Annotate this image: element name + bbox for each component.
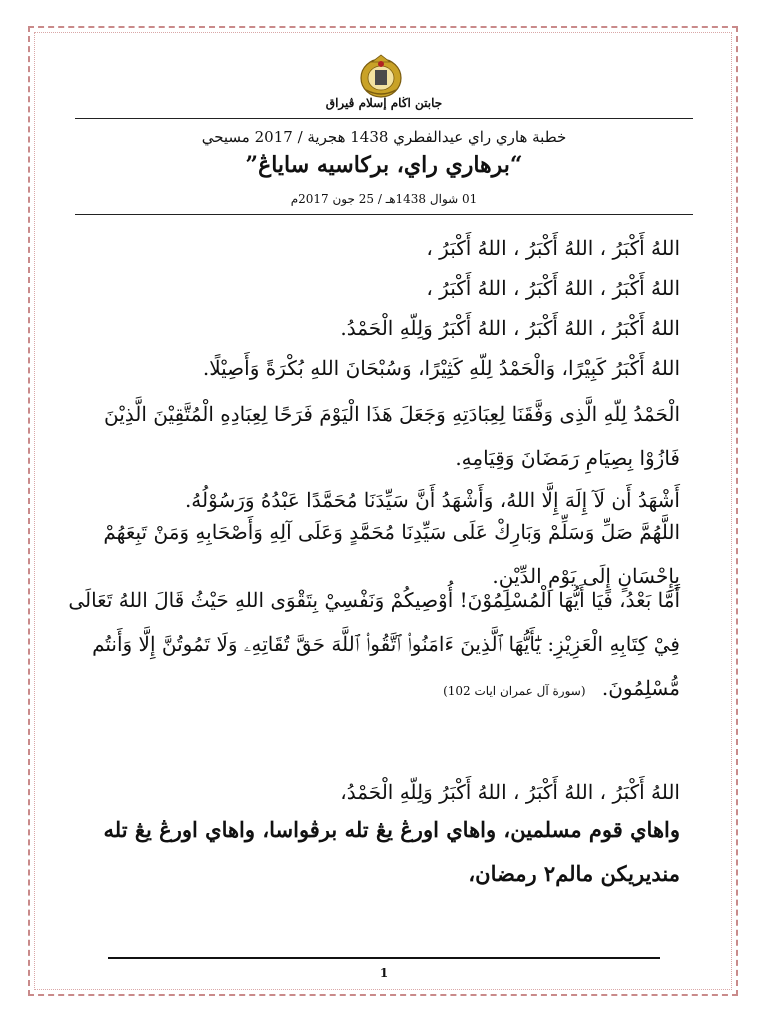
jawi-address-paragraph xyxy=(80,808,680,896)
header-divider-top xyxy=(75,118,693,119)
syahadah-line: أَشْهَدُ أَن لَآ إِلَهَ إِلَّا اللهُ، وَأَشْهَدُ أَنَّ سَيِّدَنَا مُحَمَّدًا عَبْدُهُ وَرَسُوْلُهُ. xyxy=(184,488,680,512)
takbir-opening xyxy=(80,228,680,388)
footer-divider xyxy=(108,957,660,959)
surah-reference: (سورة آل عمران ايات 102) xyxy=(443,684,586,698)
text-line: بِإِحْسَانٍ إِلَى يَوْمِ الدِّيْنِ. xyxy=(492,564,680,588)
header-divider-bottom xyxy=(75,214,693,215)
text-line: منديريکن مالم٢ رمضان، xyxy=(468,861,680,886)
text-line: اللَّهُمَّ صَلِّ وَسَلِّمْ وَبَارِكْ عَلَى سَيِّدِنَا مُحَمَّدٍ وَعَلَى آلِهِ وَأَصْحَابِهِ وَمَنْ تَبِعَهُمْ xyxy=(103,520,680,544)
amma-baad-line: أَمَّا بَعْدُ، فَيَا أَيُّهَا الْمُسْلِمُوْنَ! أُوْصِيكُمْ وَنَفْسِيْ بِتَقْوَى اللهِ حَيْثُ قَالَ اللهُ تَعَالَى xyxy=(68,588,680,612)
verse-end-word: مُّسْلِمُونَ. xyxy=(601,676,680,700)
page-number: 1 xyxy=(379,966,389,980)
khutbah-title: “برهاري راي، برکاسيه ساياڠ” xyxy=(245,152,523,178)
department-name: جابتن اڬام إسلام ڤيراق xyxy=(325,96,443,110)
takbir-second: اللهُ أَكْبَرُ ، اللهُ أَكْبَرُ ، اللهُ أَكْبَرُ وَلِلّهِ الْحَمْدُ، xyxy=(340,780,680,804)
text-line: فَازُوْا بِصِيَامِ رَمَضَانَ وَقِيَامِهِ. xyxy=(455,446,680,470)
hamdalah-paragraph xyxy=(80,392,680,480)
quran-verse-end xyxy=(80,666,680,713)
crest-emblem-icon xyxy=(358,52,404,100)
quran-verse-line: فِيْ كِتَابِهِ الْعَزِيْزِ: يَٰٓأَيُّهَا ٱلَّذِينَ ءَامَنُوا۟ ٱتَّقُوا۟ ٱللَّهَ حَقَّ تُقَاتِهِۦ وَلَا تَمُوتُنَّ إِلَّا وَأَنتُم xyxy=(92,632,680,656)
takbir-line: اللهُ أَكْبَرُ ، اللهُ أَكْبَرُ ، اللهُ أَكْبَرُ ، xyxy=(426,276,680,300)
takbir-line: اللهُ أَكْبَرُ كَبِيْرًا، وَالْحَمْدُ لِلّهِ كَثِيْرًا، وَسُبْحَانَ اللهِ بُكْرَةً وَأَصِيْلًا. xyxy=(202,356,680,380)
khutbah-date: 01 شوال 1438هـ / 25 جون 2017م xyxy=(290,192,478,206)
takbir-line: اللهُ أَكْبَرُ ، اللهُ أَكْبَرُ ، اللهُ أَكْبَرُ ، xyxy=(426,236,680,260)
text-line: الْحَمْدُ لِلّهِ الَّذِى وَفَّقَنَا لِعِبَادَتِهِ وَجَعَلَ هَذَا الْيَوْمَ فَرَحًا لِعِبَادِهِ الْمُتَّقِيْنَ الَّذِيْنَ xyxy=(103,402,680,426)
takbir-line: اللهُ أَكْبَرُ ، اللهُ أَكْبَرُ ، اللهُ أَكْبَرُ وَلِلّهِ الْحَمْدُ. xyxy=(340,316,680,340)
khutbah-subtitle: خطبة هاري راي عيدالفطري 1438 هجرية / 2017 مسيحي xyxy=(201,128,567,146)
text-line: واهاي قوم مسلمين، واهاي اورڠ يڠ تله برڤواسا، واهاي اورڠ يڠ تله xyxy=(103,817,680,842)
